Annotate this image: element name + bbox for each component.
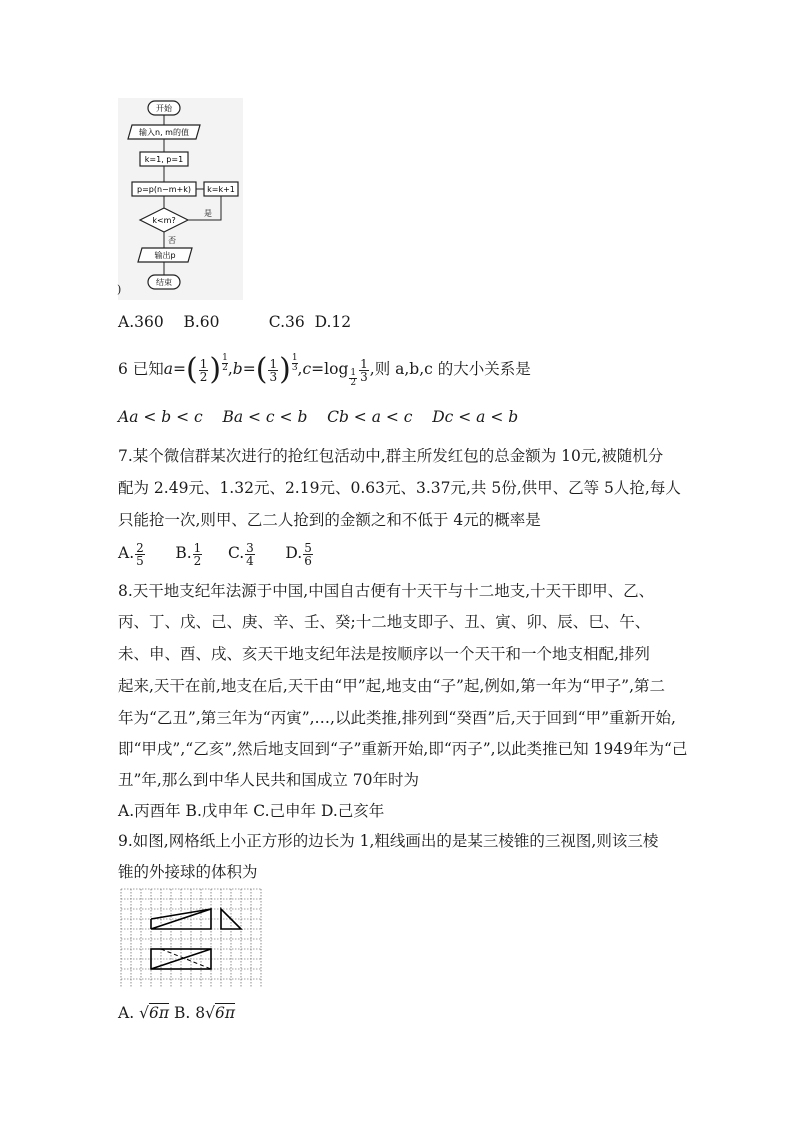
q6-option-c: Cb < a < c <box>327 408 413 426</box>
q7-option-c-value: $\frac{3}{4}$ <box>246 540 254 568</box>
q6-suffix: ,则 a,b,c 的大小关系是 <box>369 360 531 378</box>
q8-line-7: 丑”年,那么到中华人民共和国成立 70年时为 <box>118 771 420 789</box>
q7-option-b-label: B. <box>175 544 192 562</box>
q9-line-1: 9.如图,网格纸上小正方形的边长为 1,粗线画出的是某三棱锥的三视图,则该三棱 <box>118 832 659 850</box>
q7-option-a-value: $\frac{2}{5}$ <box>136 540 144 568</box>
q7-options <box>118 538 314 568</box>
q7-option-d-value: $\frac{5}{6}$ <box>304 540 312 568</box>
output-label: 输出p <box>154 251 176 260</box>
init-label: k=1, p=1 <box>144 155 184 164</box>
end-label: 结束 <box>156 278 172 287</box>
q8-line-1: 8.天干地支纪年法源于中国,中国自古便有十天干与十二地支,十天干即甲、乙、 <box>118 582 655 600</box>
b-fraction: $\frac{1}{3}$ <box>269 356 278 384</box>
sqrt-icon: √ <box>205 1004 215 1022</box>
q6-prefix: 6 已知 <box>118 360 164 378</box>
q5-option-b: B.60 <box>183 313 220 331</box>
q7-line-3: 只能抢一次,则甲、乙二人抢到的金额之和不低于 4元的概率是 <box>118 511 541 529</box>
update-k-label: k=k+1 <box>207 185 235 194</box>
log-argument: $\frac{1}{3}$ <box>360 356 368 384</box>
q8-line-2: 丙、丁、戊、己、庚、辛、壬、癸;十二地支即子、丑、寅、卯、辰、巳、午、 <box>118 613 651 631</box>
a-fraction: $\frac{1}{2}$ <box>199 356 208 384</box>
var-c: c <box>302 360 312 378</box>
eq-sign: = <box>173 360 187 378</box>
a-exponent: $\frac{1}{2}$ <box>222 353 228 373</box>
q9-option-b-value: 6π <box>214 1004 236 1022</box>
q9-line-2: 锥的外接球的体积为 <box>118 863 258 881</box>
log-text: log <box>324 360 349 378</box>
q8-line-5: 年为“乙丑”,第三年为“丙寅”,…,以此类推,排列到“癸酉”后,天于回到“甲”重新开始, <box>118 709 676 727</box>
b-exponent: $\frac{1}{3}$ <box>291 353 298 373</box>
q5-option-a: A.360 <box>118 313 164 331</box>
q6-option-b: Ba < c < b <box>222 408 308 426</box>
no-label: 否 <box>168 236 176 245</box>
var-a: a <box>163 360 174 378</box>
three-view-grid <box>120 888 262 988</box>
log-base: $\frac{1}{2}$ <box>350 367 357 388</box>
q7-line-2: 配为 2.49元、1.32元、2.19元、0.63元、3.37元,共 5份,供甲、乙等 5人抢,每人 <box>118 479 681 497</box>
q9-option-b-label: B. 8 <box>173 1004 206 1022</box>
condition-label: k<m? <box>152 216 176 225</box>
start-label: 开始 <box>156 104 172 113</box>
flowchart <box>118 98 243 300</box>
q8-line-6: 即“甲戌”,“乙亥”,然后地支回到“子”重新开始,即“丙子”,以此类推已知 1949年为“己 <box>118 740 688 758</box>
q7-option-a-label: A. <box>118 544 135 562</box>
q6-option-d: Dc < a < b <box>432 408 519 426</box>
q8-line-4: 起来,天干在前,地支在后,天干由“甲”起,地支由“子”起,例如,第一年为“甲子”,第二 <box>118 677 666 695</box>
stray-paren: ) <box>117 283 122 296</box>
var-b: b <box>232 360 243 378</box>
q7-option-d-label: D. <box>285 544 303 562</box>
q9-option-a-value: 6π <box>148 1004 170 1022</box>
sqrt-icon: √ <box>139 1004 149 1022</box>
q6-stem: 6 已知a=( $\frac{1}{2}$ ) $\frac{1}{2}$ ,b=( $\frac{1}{3}$ ) $\frac{1}{3}$ ,c=log $\frac{1}{2}$ $\frac{1}{3}$ ,则 a,b,c 的大小关系是 <box>118 352 531 388</box>
q8-options: A.丙酉年 B.戊申年 C.己申年 D.己亥年 <box>118 802 385 820</box>
q9-option-a-label: A. <box>118 1004 135 1022</box>
q5-option-c: C.36 <box>268 313 305 331</box>
q5-options <box>118 312 351 332</box>
q6-option-a: Aa < b < c <box>118 408 203 426</box>
input-label: 输入n, m的值 <box>139 128 189 137</box>
q7-option-c-label: C. <box>227 544 245 562</box>
yes-label: 是 <box>204 209 212 218</box>
q6-options <box>118 407 518 427</box>
q5-option-d: D.12 <box>314 313 352 331</box>
q8-line-3: 未、申、酉、戌、亥天干地支纪年法是按顺序以一个天干和一个地支相配,排列 <box>118 645 650 663</box>
update-p-label: p=p(n−m+k) <box>136 185 192 194</box>
q7-option-b-value: $\frac{1}{2}$ <box>193 540 202 568</box>
q9-options <box>118 1003 235 1023</box>
q7-line-1: 7.某个微信群某次进行的抢红包活动中,群主所发红包的总金额为 10元,被随机分 <box>118 447 664 465</box>
